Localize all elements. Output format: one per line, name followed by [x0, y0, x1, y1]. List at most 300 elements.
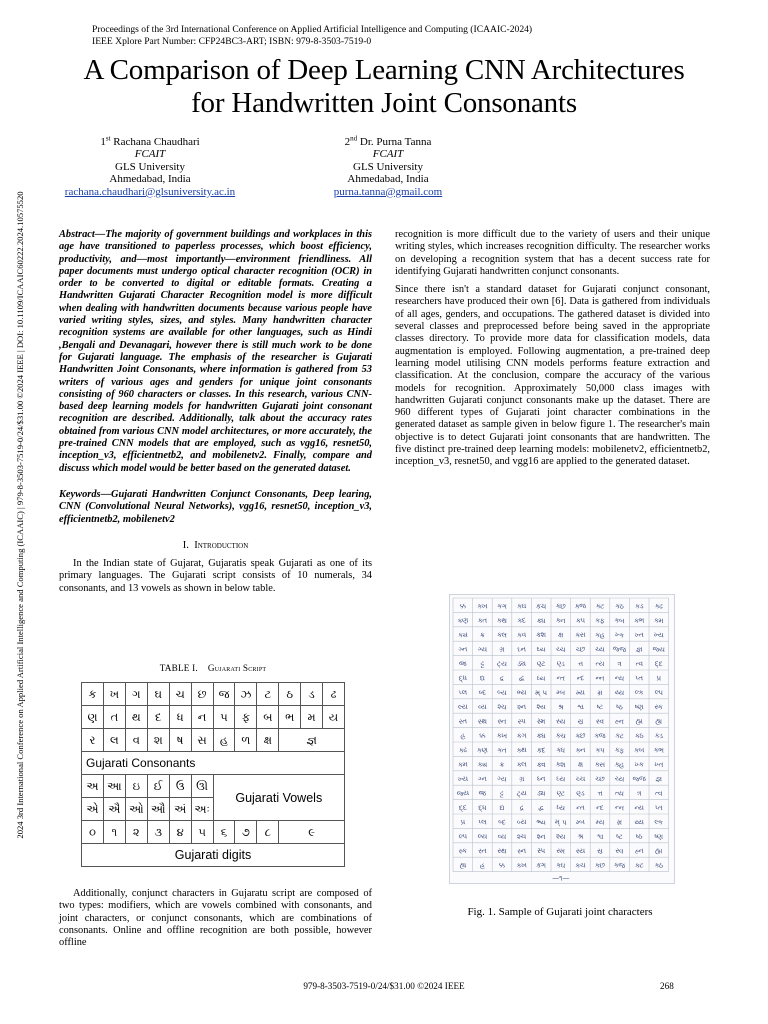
consonant-cell: સ	[191, 729, 213, 752]
handwritten-glyph: ચ્ચ	[575, 773, 586, 784]
handwritten-glyph: મ્ર	[616, 817, 623, 827]
figure-caption: Fig. 1. Sample of Gujarati joint characters	[467, 906, 653, 918]
author-name	[30, 136, 270, 148]
handwritten-glyph: ષ્ટ	[596, 702, 604, 712]
handwritten-glyph: મ્ પ	[554, 816, 568, 827]
consonant-cell: વ	[125, 729, 147, 752]
author-university: GLS University	[353, 160, 423, 173]
handwritten-glyph: સ્ત	[458, 716, 468, 726]
author-ordinal-sup: nd	[350, 134, 358, 143]
consonant-cell: ઢ	[323, 683, 345, 706]
digit-cell: ૩	[147, 821, 169, 844]
handwritten-glyph: ક્દ	[536, 745, 546, 755]
handwritten-glyph: દ્દ	[458, 802, 468, 813]
handwritten-glyph: ક્ત	[497, 745, 507, 755]
author-block-1	[30, 136, 270, 198]
handwritten-glyph: મ્બ	[556, 687, 566, 698]
handwritten-glyph: સ્પ	[537, 846, 546, 856]
handwritten-glyph: પ્ર	[460, 817, 466, 827]
handwritten-glyph: ખ્ત	[654, 759, 664, 769]
handwritten-glyph: જ્ર	[458, 658, 468, 669]
left-column	[59, 229, 372, 595]
handwritten-glyph: ન્ત	[576, 802, 585, 813]
handwritten-glyph: લ્ક	[654, 817, 664, 827]
handwritten-glyph: ક્ષ	[577, 759, 584, 769]
handwritten-glyph: ક્ઢ	[458, 745, 468, 755]
handwritten-glyph: ક્બ	[633, 745, 645, 755]
handwritten-glyph: ન્દ	[576, 673, 585, 683]
author-dept: FCAIT	[372, 148, 404, 161]
handwritten-glyph: ક્ચ	[536, 601, 547, 611]
handwritten-glyph: લ્પ	[654, 687, 664, 697]
consonant-cell: શ	[147, 729, 169, 752]
handwritten-glyph: વ્ય	[478, 702, 487, 712]
handwritten-glyph: ક્ડ	[654, 730, 664, 741]
handwritten-glyph: ત્ય	[595, 658, 605, 669]
handwritten-glyph: ય્ય	[634, 817, 645, 827]
handwritten-glyph: સ્વ	[615, 845, 624, 856]
author-name-text: Rachana Chaudhari	[113, 136, 200, 148]
handwritten-glyph: ઘ્ય	[536, 644, 546, 654]
handwritten-glyph: ક્ભ	[653, 745, 665, 755]
handwritten-glyph: ખ્ય	[457, 773, 469, 784]
handwritten-glyph: ક્બ	[614, 615, 626, 626]
handwritten-glyph: બ્દ	[497, 817, 507, 827]
table-row	[82, 729, 345, 752]
vowel-cell: ઓ	[125, 798, 147, 821]
handwritten-glyph: ષ્ણ	[654, 831, 664, 841]
abstract-text: —The majority of government buildings and workplaces in this age have transitioned to paperless processes, which boost efficiency, productivity, and—most importantly—environment friendliness. All paper documents must undergo optical character recognition (OCR) in order to be converted to digital or editable formats. Creating a Handwritten Gujarati Character Recognition model is more difficult when dealing with handwritten documents because various people have varied writing styles, sizes, and styles. Many handwritten character recognition systems are available for other languages, such as Hindi ,Bengali and Devanagari, however there is still much work to be done for Gujarati language. The emphasis of the researcher is Gujarati Handwritten Joint Consonants, where information is gathered from 53 writers of various ages and genders for unique joint consonants consisting of 960 characters or classes. In this research, various CNN-based deep learning models for handwritten Gujarati joint consonant recognition are described. Additionally, talk about the accuracy rates obtained from various CNN model architectures, or more accurately, the pre-trained CNN models that are employed, such as vgg16, resnet50, inception_v3, efficientnetb2, and mobilenetv2. Finally, compare and discuss which model would be better based on the generated dataset.	[59, 229, 372, 474]
consonant-cell: થ	[125, 706, 147, 729]
handwritten-glyph: સ્થ	[497, 845, 507, 856]
handwritten-glyph: ક્ગ	[516, 730, 527, 741]
handwritten-glyph: ન્ત	[556, 673, 566, 683]
handwritten-glyph: બ્ય	[496, 687, 507, 698]
handwritten-glyph: હ્મ	[635, 716, 644, 726]
section-number: I.	[182, 539, 189, 551]
handwritten-glyph: ગ્ર	[499, 644, 505, 654]
consonant-cell: ણ	[82, 706, 104, 729]
consonant-cell: પ	[213, 706, 235, 729]
digit-cell: ૧	[103, 821, 125, 844]
author-dept: FCAIT	[134, 148, 166, 161]
handwritten-glyph: ધ્ય	[536, 673, 546, 683]
handwritten-glyph: ષ્ણ	[634, 702, 644, 712]
handwritten-glyph: દ્ર	[519, 802, 525, 813]
handwritten-glyph: ક્જ	[613, 860, 626, 871]
handwritten-glyph: ઘ્ય	[555, 773, 566, 784]
handwritten-glyph: ક્ર	[499, 759, 505, 769]
handwritten-glyph: ક્ક	[498, 860, 506, 870]
right-paragraph-1: recognition is more difficult due to the variety of users and their unique writing styles, which increases recognition difficulty. The researcher works on developing a recognition system that has a decent success rate for identifying Gujarati handwritten conjunct consonants.	[395, 229, 710, 277]
vowel-cell: આ	[103, 775, 125, 798]
handwritten-glyph: ક્ય	[477, 759, 488, 769]
handwritten-glyph: ટ્ટ	[499, 788, 505, 798]
handwritten-glyph: ભ્ય	[536, 817, 547, 827]
consonant-cell: લ	[103, 729, 125, 752]
handwritten-glyph: ત્ત	[577, 658, 584, 669]
handwritten-glyph: ક્લ	[496, 629, 508, 640]
handwritten-glyph: ન્ય	[634, 802, 645, 813]
handwritten-glyph: ક્થ	[516, 745, 527, 755]
handwritten-glyph: શ્વ	[576, 701, 585, 712]
right-column	[395, 229, 710, 469]
handwritten-glyph: દ્દ	[654, 658, 663, 669]
handwritten-glyph: ખ્ય	[653, 629, 665, 640]
handwritten-glyph: ક્ખ	[477, 601, 488, 611]
handwritten-glyph: લ્ક	[634, 687, 644, 697]
section-heading	[59, 540, 372, 552]
handwritten-glyph: ભ્ય	[516, 687, 527, 698]
left-column-bottom	[59, 888, 372, 949]
handwritten-glyph: શ્ર	[577, 831, 584, 841]
table-row	[82, 683, 345, 706]
handwritten-glyph: દ્ધ	[478, 802, 487, 813]
handwritten-glyph: સ્ય	[575, 845, 586, 856]
handwritten-glyph: ક્ણ	[457, 615, 469, 626]
footer-copyright: 979-8-3503-7519-0/24/$31.00 ©2024 IEEE	[303, 981, 465, 991]
handwritten-glyph: ખ્ક	[614, 629, 625, 640]
handwritten-glyph: સ્મ	[536, 716, 546, 726]
handwritten-glyph: ક્છ	[555, 601, 567, 611]
paper-title	[30, 54, 738, 120]
handwritten-glyph: દ્ધ	[458, 673, 468, 683]
vowel-cell: ઔ	[147, 798, 169, 821]
handwritten-glyph: ન્દ	[596, 802, 604, 813]
handwritten-glyph: ક્ટ	[595, 601, 605, 611]
handwritten-glyph: ક્હ	[614, 759, 625, 770]
handwritten-glyph: ક્ઠ	[614, 601, 625, 611]
abstract-paragraph	[59, 229, 372, 475]
handwritten-glyph: ન્ન	[595, 673, 605, 683]
handwritten-glyph: ક્ઠ	[654, 860, 664, 870]
consonant-cell: ય	[323, 706, 345, 729]
consonant-cell: ળ	[235, 729, 257, 752]
author-ordinal: 1	[100, 136, 106, 148]
handwritten-glyph: ક્ત	[477, 615, 488, 625]
handwritten-glyph: ચ્ય	[614, 773, 625, 784]
table-row	[82, 775, 345, 798]
handwritten-glyph: પ્ર	[656, 673, 662, 683]
author-ordinal: 2	[344, 136, 351, 148]
figure-footnote: —૧—	[552, 874, 570, 883]
handwritten-glyph: ચ્ય	[595, 644, 605, 654]
author-city: Ahmedabad, India	[347, 173, 429, 186]
handwritten-glyph: જ્ર	[478, 788, 487, 798]
vowel-cell: એ	[82, 798, 104, 821]
handwritten-glyph: મ્ય	[575, 687, 586, 697]
author-name-text: Dr. Purna Tanna	[359, 136, 432, 148]
author-email-link[interactable]: rachana.chaudhari@glsuniversity.ac.in	[64, 185, 236, 198]
abstract-label: Abstract	[59, 229, 95, 240]
doi-sidebar-text: 2024 3rd International Conference on Applied Artificial Intelligence and Computing (ICAAIC) | 979-8-3503-7519-0/24/$31.00 ©2024 IEEE | DOI: 10.1109/ICAAIC60222.2024.10575520	[15, 191, 25, 839]
vowel-cell: ઈ	[147, 775, 169, 798]
handwritten-glyph: ગ્ર	[518, 773, 525, 784]
consonant-cell: છ	[191, 683, 213, 706]
handwritten-glyph: જ્ઞ	[655, 774, 663, 784]
handwritten-glyph: ક્ણ	[476, 745, 488, 755]
handwritten-glyph: ક્ચ	[555, 730, 567, 741]
keywords-paragraph	[59, 489, 372, 526]
handwritten-glyph: ક્ભ	[633, 615, 645, 625]
handwritten-glyph: ક્ફ	[595, 615, 605, 625]
author-university: GLS University	[115, 160, 185, 173]
handwritten-glyph: સ્પ	[517, 716, 527, 726]
handwritten-glyph: ક્વ	[516, 629, 527, 640]
handwritten-glyph: ચ્છ	[575, 644, 586, 654]
handwritten-glyph: સ્ર	[596, 846, 603, 856]
handwritten-glyph: ટ્ટ	[480, 658, 485, 669]
handwritten-glyph: ચ્છ	[595, 774, 605, 784]
handwritten-glyph: ક્ખ	[496, 730, 508, 741]
handwritten-glyph: ક્થ	[496, 615, 508, 626]
title-line-1: A Comparison of Deep Learning CNN Architectures	[83, 54, 685, 86]
handwritten-glyph: ક્શ	[536, 630, 547, 640]
handwritten-glyph: દ્વ	[538, 802, 545, 812]
handwritten-glyph: પ્લ	[458, 687, 468, 698]
handwritten-glyph: ક્મ	[457, 759, 469, 770]
consonant-cell: ર	[82, 729, 104, 752]
handwritten-glyph: ક્જ	[574, 601, 587, 611]
consonant-cell: ક્ષ	[257, 729, 279, 752]
handwritten-glyph: ક્ઠ	[634, 730, 644, 741]
handwritten-glyph: શ્ય	[536, 702, 546, 712]
handwritten-glyph: હ્મ	[654, 846, 663, 856]
handwritten-glyph: શ્ચ	[497, 701, 507, 712]
handwritten-glyph: જ્ય	[652, 644, 666, 654]
handwritten-glyph: સ્ન	[497, 716, 507, 726]
handwritten-glyph: મ્ય	[595, 817, 605, 827]
author-city: Ahmedabad, India	[109, 173, 191, 186]
handwritten-glyph: ષ્ઠ	[615, 701, 624, 712]
handwritten-glyph: શ્ન	[516, 701, 527, 712]
handwritten-glyph: ગ્ન	[458, 644, 468, 654]
handwritten-glyph: ગ્ન	[477, 774, 487, 784]
handwritten-glyph: જ્જ	[612, 644, 627, 655]
consonant-cell: ખ	[103, 683, 125, 706]
table-row	[82, 821, 345, 844]
consonant-cell: ગ	[125, 683, 147, 706]
handwritten-glyph: હ્ન	[634, 846, 644, 856]
handwritten-glyph: ષ્ઠ	[635, 831, 643, 841]
right-paragraph-2: Since there isn't a standard dataset for Gujarati conjunct consonant, researchers have produced their own [6]. Data is gathered from individuals of all ages, genders, and occupations. The gathered dataset is divided into several classes and preprocessed before being saved in the appropriate classes directory. To provide more data for classification models, data augmentation is employed. Following augmentation, a pre-trained deep learning model utilising CNN models performs feature extraction and classification. At the conclusion, compare the accuracy of the various models for recognition. Approximately 50,000 class images with handwritten Gujarati conjunct consonants make up the dataset. There are 960 different types of Gujarati joint character combinations in the generated dataset as sample given in below figure 1. The researcher's main objective is to detect Gujarati joint consonants that are handwritten. The five distinct pre-trained deep learning models: mobilenetv2, efficientnetb2, inception_v3, resnet50, and vgg16 are applied to the generated dataset.	[395, 284, 710, 468]
consonant-cell: ચ	[169, 683, 191, 706]
figure-grid	[450, 595, 674, 883]
digit-cell: ૮	[257, 821, 279, 844]
handwritten-glyph: સ્ક	[458, 845, 468, 856]
handwritten-glyph: ઘ્ન	[517, 644, 527, 654]
handwritten-glyph: ક્છ	[594, 860, 606, 870]
handwritten-glyph: ડ્ય	[516, 658, 527, 669]
handwritten-glyph: ક્ગ	[496, 601, 508, 611]
doi-sidebar	[2, 145, 38, 885]
handwritten-glyph: ક્ગ	[536, 860, 547, 870]
handwritten-glyph: લ્પ	[458, 831, 468, 842]
handwritten-glyph: ક્ફ	[614, 744, 625, 755]
handwritten-glyph: દ્ય	[499, 802, 505, 813]
consonant-cell: ષ	[169, 729, 191, 752]
handwritten-glyph: હ્ય	[459, 860, 467, 870]
digit-cell: ૫	[191, 821, 213, 844]
handwritten-glyph: ખ્ત	[634, 630, 644, 640]
vowel-cell: ઊ	[191, 775, 213, 798]
gujarati-script-table	[81, 682, 345, 867]
handwritten-glyph: ક્પ	[575, 615, 586, 626]
digit-cell: ૬	[213, 821, 235, 844]
handwritten-glyph: પ્લ	[478, 817, 487, 827]
consonant-cell: ધ	[169, 706, 191, 729]
consonant-cell: ફ	[235, 706, 257, 729]
handwritten-glyph: ક્ટ	[614, 730, 625, 741]
handwritten-glyph: ક્ક	[459, 601, 467, 611]
handwritten-glyph: બ્ય	[516, 817, 527, 827]
consonant-cell: મ	[301, 706, 323, 729]
consonant-cell: હ	[213, 729, 235, 752]
handwritten-glyph: જ્ય	[456, 788, 470, 799]
vowel-cell: ઐ	[103, 798, 125, 821]
handwritten-glyph: ક્જ	[594, 730, 606, 741]
consonant-cell: બ	[257, 706, 279, 729]
handwritten-glyph: ક્પ	[595, 745, 605, 755]
handwritten-glyph: ક્લ	[516, 759, 527, 770]
handwritten-glyph: ક્ચ	[575, 860, 586, 870]
handwritten-glyph: હ્ન	[614, 716, 625, 726]
author-ordinal-sup: st	[105, 134, 111, 143]
digits-label: Gujarati digits	[82, 844, 345, 867]
table-row	[82, 844, 345, 867]
handwritten-glyph: સ્ન	[516, 845, 527, 856]
handwritten-glyph: ક્સ	[575, 629, 586, 640]
table-row	[82, 706, 345, 729]
author-email-link[interactable]: purna.tanna@gmail.com	[333, 185, 443, 198]
vowel-cell: અઃ	[191, 798, 213, 821]
handwritten-glyph: ક્ઘ	[536, 730, 546, 740]
handwritten-glyph: ન્ય	[614, 672, 625, 683]
handwritten-glyph: ન્ન	[614, 802, 625, 813]
handwritten-glyph: પ્ત	[654, 802, 663, 813]
handwritten-glyph: સ્વ	[595, 716, 605, 726]
handwritten-glyph: ક્ખ	[516, 860, 528, 870]
handwritten-glyph: ક્દ	[517, 615, 527, 626]
header-line-1: Proceedings of the 3rd International Conference on Applied Artificial Intelligence and Computing (ICAAIC-2024)	[92, 24, 533, 35]
handwritten-glyph: ક્ઢ	[654, 601, 663, 611]
handwritten-glyph: દ્ય	[479, 673, 486, 683]
handwritten-glyph: ટ્ય	[496, 658, 508, 669]
consonant-cell: ત	[103, 706, 125, 729]
handwritten-glyph: પ્ત	[635, 673, 644, 683]
handwritten-glyph: ધ્ય	[556, 802, 566, 813]
handwritten-glyph: હ્ર	[459, 730, 466, 741]
digit-cell: ૦	[82, 821, 104, 844]
section-title: Introduction	[194, 539, 249, 551]
consonant-cell: ઘ	[147, 683, 169, 706]
handwritten-glyph: ડ્ય	[536, 788, 546, 798]
digit-cell: ૪	[169, 821, 191, 844]
handwritten-glyph: સ્ક	[654, 702, 664, 712]
digit-cell: ૨	[125, 821, 147, 844]
title-line-2: for Handwritten Joint Consonants	[191, 87, 577, 119]
handwritten-glyph: ચ્ચ	[555, 644, 566, 654]
handwritten-glyph: ષ્ટ	[615, 831, 624, 842]
handwritten-glyph: બ્દ	[478, 687, 487, 697]
consonant-cell: ન	[191, 706, 213, 729]
handwritten-glyph: સ્ય	[555, 716, 566, 726]
handwritten-glyph: ક્વ	[536, 759, 546, 769]
consonant-cell: જ	[213, 683, 235, 706]
handwritten-glyph: લ્ય	[457, 701, 469, 712]
handwritten-glyph: ય્ય	[614, 687, 625, 698]
handwritten-glyph: ત્ત	[597, 788, 603, 798]
digit-cell: ૯	[279, 821, 345, 844]
handwritten-glyph: શ્ન	[536, 831, 546, 841]
handwritten-glyph: ક્ઘ	[516, 601, 527, 611]
handwritten-glyph: ક્છ	[575, 730, 586, 741]
header-line-2: IEEE Xplore Part Number: CFP24BC3-ART; ISBN: 979-8-3503-7519-0	[92, 36, 372, 47]
vowels-label: Gujarati Vowels	[213, 775, 344, 821]
handwritten-glyph: ક્સ	[594, 759, 606, 769]
table-number: TABLE I.	[159, 663, 198, 673]
handwritten-glyph: ક્હ	[595, 630, 605, 640]
handwritten-glyph: ણ્ટ	[556, 788, 566, 798]
consonants-label: Gujarati Consonants	[82, 752, 345, 775]
handwritten-glyph: ખ્ક	[634, 759, 645, 769]
handwritten-glyph: ત્વ	[635, 658, 644, 669]
handwritten-glyph: ણ્ટ	[536, 658, 546, 668]
handwritten-glyph: મ્બ	[575, 817, 586, 827]
handwritten-glyph: ત્ય	[614, 788, 625, 798]
handwritten-glyph: ક્ધ	[556, 745, 566, 755]
handwritten-glyph: ત્ર	[616, 658, 623, 669]
handwritten-glyph: ત્ર	[636, 788, 642, 798]
intro-paragraph-2: Additionally, conjunct characters in Gujaratu script are composed of two types: modifiers, which are vowels combined with consonants, and joint characters, or conjunct consonants, which are combinations of consonants. Online and offline recognition are both possible, however offline	[59, 888, 372, 949]
handwritten-glyph: ણ્ડ	[556, 658, 566, 669]
consonant-cell: ઝ	[235, 683, 257, 706]
handwritten-glyph: ક્શ	[555, 759, 567, 770]
page-number: 268	[660, 981, 674, 991]
consonant-cell: જ્ઞ	[279, 729, 345, 752]
consonant-cell: ક	[82, 683, 104, 706]
handwritten-glyph: દ્ર	[499, 673, 505, 683]
handwritten-glyph: ક્ઘ	[555, 860, 566, 870]
table-caption	[82, 663, 344, 673]
consonant-cell: દ	[147, 706, 169, 729]
handwritten-glyph: ક્ષ	[557, 629, 564, 640]
handwritten-glyph: ક્મ	[653, 615, 664, 625]
handwritten-glyph: ક્ય	[457, 629, 469, 640]
handwritten-glyph: શ્ચ	[516, 831, 527, 842]
digit-cell: ૭	[235, 821, 257, 844]
vowel-cell: અં	[169, 798, 191, 821]
handwritten-glyph: હ્ય	[655, 716, 663, 726]
vowel-cell: ઉ	[169, 775, 191, 798]
handwritten-glyph: ક્ન	[575, 745, 586, 755]
intro-paragraph-1: In the Indian state of Gujarat, Gujaratis speak Gujarati as one of its primary languages. The Gujarati script consists of 10 numerals, 34 consonants, and 13 vowels as shown in below table.	[59, 558, 372, 594]
author-name	[268, 136, 508, 148]
vowel-cell: અ	[82, 775, 104, 798]
author-block-2	[268, 136, 508, 198]
keywords-text: —Gujarati Handwritten Conjunct Consonants, Deep learing, CNN (Convolutional Neural Networks), vgg16, resnet50, inception_v3, efficientnetb2, mobilenetv2	[59, 488, 372, 525]
consonant-cell: ભ	[279, 706, 301, 729]
handwritten-glyph: ટ્ય	[516, 788, 527, 798]
table-row	[82, 752, 345, 775]
handwritten-glyph: ગ્ય	[477, 644, 488, 654]
handwritten-glyph: મ્ર	[597, 687, 603, 697]
handwritten-glyph: મ્ પ	[535, 687, 548, 697]
handwritten-glyph: ઘ્ન	[536, 774, 546, 784]
vowel-cell: ઇ	[125, 775, 147, 798]
handwritten-glyph: ક્ડ	[634, 601, 644, 611]
handwritten-glyph: ગ્ય	[497, 773, 507, 784]
